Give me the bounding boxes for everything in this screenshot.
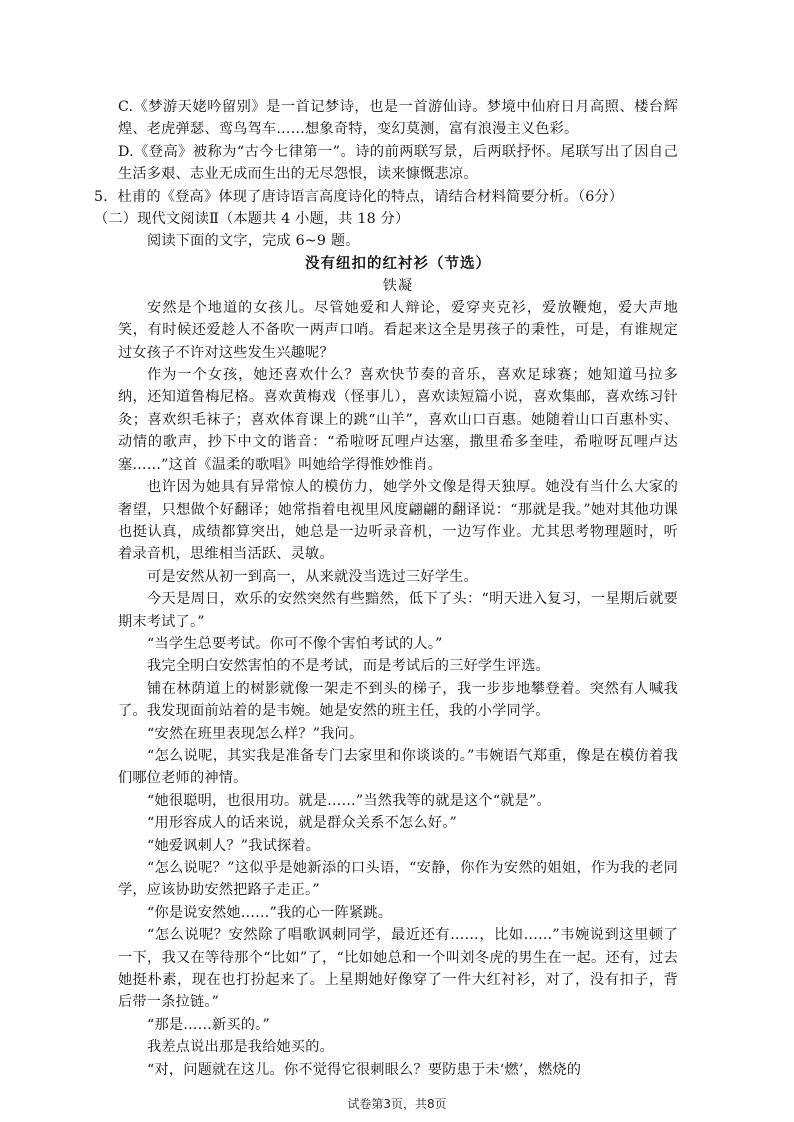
article-paragraph: “用形容成人的话来说，就是群众关系不怎么好。” [147,815,457,832]
article-paragraph: “怎么说呢，其实我是准备专门去家里和你谈谈的。”韦婉语气郑重，像是在模仿着我们哪位老师的神情。 [118,747,678,787]
article-title: 没有纽扣的红衬衫（节选） [305,254,491,272]
article-paragraph: 安然是个地道的女孩儿。尽管她爱和人辩论，爱穿夹克衫，爱放鞭炮，爱大声地笑，有时候还爱趁人不备吹一两声口哨。看起来这全是男孩子的秉性，可是，有谁规定过女孩子不许对这些发生兴趣呢？ [118,299,678,361]
article-paragraph: “你是说安然她……”我的心一阵紧跳。 [147,904,393,921]
article-paragraph: “她很聪明，也很用功。就是……”当然我等的就是这个“就是”。 [147,792,551,809]
article-paragraph: “怎么说呢？”这似乎是她新添的口头语，“安静，你作为安然的姐姐，作为我的老同学，应该协助安然把路子走正。” [118,860,678,899]
article-paragraph: “安然在班里表现怎么样？”我问。 [147,725,364,742]
section-heading: （二）现代文阅读Ⅱ（本题共 4 小题，共 18 分） [94,211,410,228]
article-paragraph: “怎么说呢？安然除了唱歌讽刺同学，最近还有……，比如……”韦婉说到这里顿了一下，我又在等待那个“比如”了，“比如她总和一个叫刘冬虎的男生在一起。还有，过去她挺朴素，现在也打扮起来了。上星期她好像穿了一件大红衬衫，对了，没有扣子，背后带一条拉链。” [118,927,678,1011]
section-instruction: 阅读下面的文字，完成 6~9 题。 [147,233,360,250]
article-paragraph: 作为一个女孩，她还喜欢什么？喜欢快节奏的音乐，喜欢足球赛；她知道马拉多纳，还知道鲁梅尼格。喜欢黄梅戏（怪事儿），喜欢读短篇小说，喜欢集邮，喜欢练习针灸；喜欢织毛袜子；喜欢体育课上的跳“山羊”，喜欢山口百惠。她随着山口百惠朴实、动情的歌声，抄下中文的谐音：“希啦呀瓦哩卢达塞，撒里希多奎哇，希啦呀瓦哩卢达塞……”这首《温柔的歌唱》叫她给学得惟妙惟肖。 [118,367,678,473]
question-5: 5．杜甫的《登高》体现了唐诗语言高度诗化的特点，请结合材料简要分析。（6分） [94,188,624,205]
option-d: D.《登高》被称为“古今七律第一”。诗的前两联写景，后两联抒怀。尾联写出了因自己生活多艰、志业无成而生出的无尽怨恨，读来慷慨悲凉。 [118,143,678,183]
article-paragraph: 我差点说出那是我给她买的。 [147,1039,335,1056]
article-paragraph: 我完全明白安然害怕的不是考试，而是考试后的三好学生评选。 [147,658,550,675]
article-paragraph: 今天是周日，欢乐的安然突然有些黯然，低下了头：“明天进入复习，一星期后就要期末考试了。” [118,591,678,630]
article-paragraph: “对，问题就在这儿。你不觉得它很刺眼么？要防患于未‘燃’，燃烧的 [147,1061,582,1078]
article-paragraph: “当学生总要考试。你可不像个害怕考试的人。” [147,635,443,652]
article-paragraph: “那是……新买的。” [147,1016,270,1033]
article-paragraph: “她爱讽刺人？”我试探着。 [147,837,321,854]
article-paragraph: 也许因为她具有异常惊人的模仿力，她学外文像是得天独厚。她没有当什么大家的奢望，只想做个好翻译；她常指着电视里风度翩翩的翻译说：“那就是我。”她对其他功课也挺认真，成绩都算突出，她总是一边听录音机，一边写作业。尤其思考物理题时，听着录音机，思维相当活跃、灵敏。 [118,479,678,563]
option-c: C.《梦游天姥吟留别》是一首记梦诗，也是一首游仙诗。梦境中仙府日月高照、楼台辉煌、老虎弹瑟、鸾鸟驾车……想象奇特，变幻莫测，富有浪漫主义色彩。 [118,99,678,138]
page-content [94,96,678,1081]
article-author: 铁凝 [382,277,414,294]
page-footer: 试卷第3页，共8页 [347,1097,447,1111]
article-paragraph: 可是安然从初一到高一，从来就没当选过三好学生。 [147,568,478,585]
article-paragraph: 铺在林荫道上的树影就像一架走不到头的梯子，我一步步地攀登着。突然有人喊我了。我发现面前站着的是韦婉。她是安然的班主任，我的小学同学。 [118,680,678,720]
